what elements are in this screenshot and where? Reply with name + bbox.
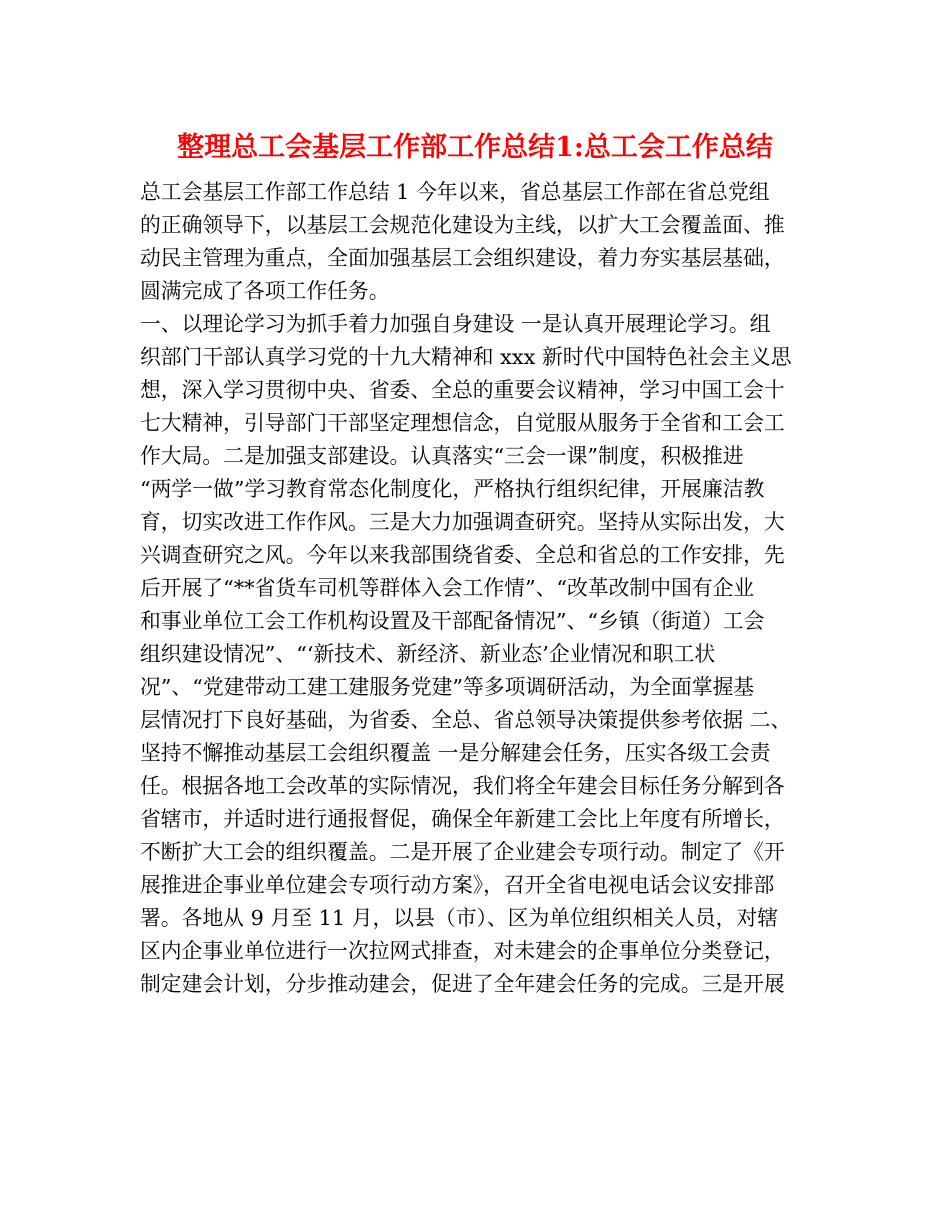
body-text-line: 组织建设情况”、“‘新技术、新经济、新业态’企业情况和职工状 bbox=[140, 642, 716, 666]
body-text-line: 况”、“党建带动工建工建服务党建”等多项调研活动，为全面掌握基 bbox=[140, 675, 755, 699]
body-text-line: 总工会基层工作部工作总结 1 今年以来，省总基层工作部在省总党组 bbox=[140, 180, 770, 204]
body-text-line: 的正确领导下，以基层工会规范化建设为主线，以扩大工会覆盖面、推 bbox=[140, 213, 785, 237]
body-text-line: 七大精神，引导部门干部坚定理想信念，自觉服从服务于全省和工会工 bbox=[140, 411, 785, 435]
body-text-line: 兴调查研究之风。今年以来我部围绕省委、全总和省总的工作安排，先 bbox=[140, 543, 785, 567]
body-text-line: 一、以理论学习为抓手着力加强自身建设 一是认真开展理论学习。组 bbox=[140, 312, 771, 336]
body-text-line: 展推进企事业单位建会专项行动方案》，召开全省电视电话会议安排部 bbox=[140, 873, 775, 897]
body-text-line: 任。根据各地工会改革的实际情况，我们将全年建会目标任务分解到各 bbox=[140, 774, 785, 798]
body-text-line: 省辖市，并适时进行通报督促，确保全年新建工会比上年度有所增长， bbox=[140, 807, 785, 831]
document-body bbox=[140, 176, 820, 1001]
body-text-line: 后开展了“**省货车司机等群体入会工作情”、“改革改制中国有企业 bbox=[140, 576, 755, 600]
body-text-line: “两学一做”学习教育常态化制度化，严格执行组织纪律，开展廉洁教 bbox=[140, 477, 765, 501]
body-text-line: 育，切实改进工作作风。三是大力加强调查研究。坚持从实际出发，大 bbox=[140, 510, 785, 534]
body-text-line: 制定建会计划，分步推动建会，促进了全年建会任务的完成。三是开展 bbox=[140, 972, 785, 996]
body-text-line: 层情况打下良好基础，为省委、全总、省总领导决策提供参考依据 二、 bbox=[140, 708, 792, 732]
body-text-line: 织部门干部认真学习党的十九大精神和 xxx 新时代中国特色社会主义思 bbox=[140, 345, 792, 369]
body-text-line: 作大局。二是加强支部建设。认真落实“三会一课”制度，积极推进 bbox=[140, 444, 744, 468]
body-text-line: 坚持不懈推动基层工会组织覆盖 一是分解建会任务，压实各级工会责 bbox=[140, 741, 771, 765]
body-text-line: 和事业单位工会工作机构设置及干部配备情况”、“乡镇（街道）工会 bbox=[140, 609, 765, 633]
body-text-line: 不断扩大工会的组织覆盖。二是开展了企业建会专项行动。制定了《开 bbox=[140, 840, 785, 864]
body-text-line: 区内企事业单位进行一次拉网式排查，对未建会的企事单位分类登记， bbox=[140, 939, 785, 963]
document-title: 整理总工会基层工作部工作总结1:总工会工作总结 bbox=[177, 132, 773, 163]
body-text-line: 动民主管理为重点，全面加强基层工会组织建设，着力夯实基层基础， bbox=[140, 246, 785, 270]
body-text-line: 想，深入学习贯彻中央、省委、全总的重要会议精神，学习中国工会十 bbox=[140, 378, 785, 402]
body-text-line: 圆满完成了各项工作任务。 bbox=[140, 279, 390, 303]
body-text-line: 署。各地从 9 月至 11 月，以县（市）、区为单位组织相关人员，对辖 bbox=[140, 906, 779, 930]
